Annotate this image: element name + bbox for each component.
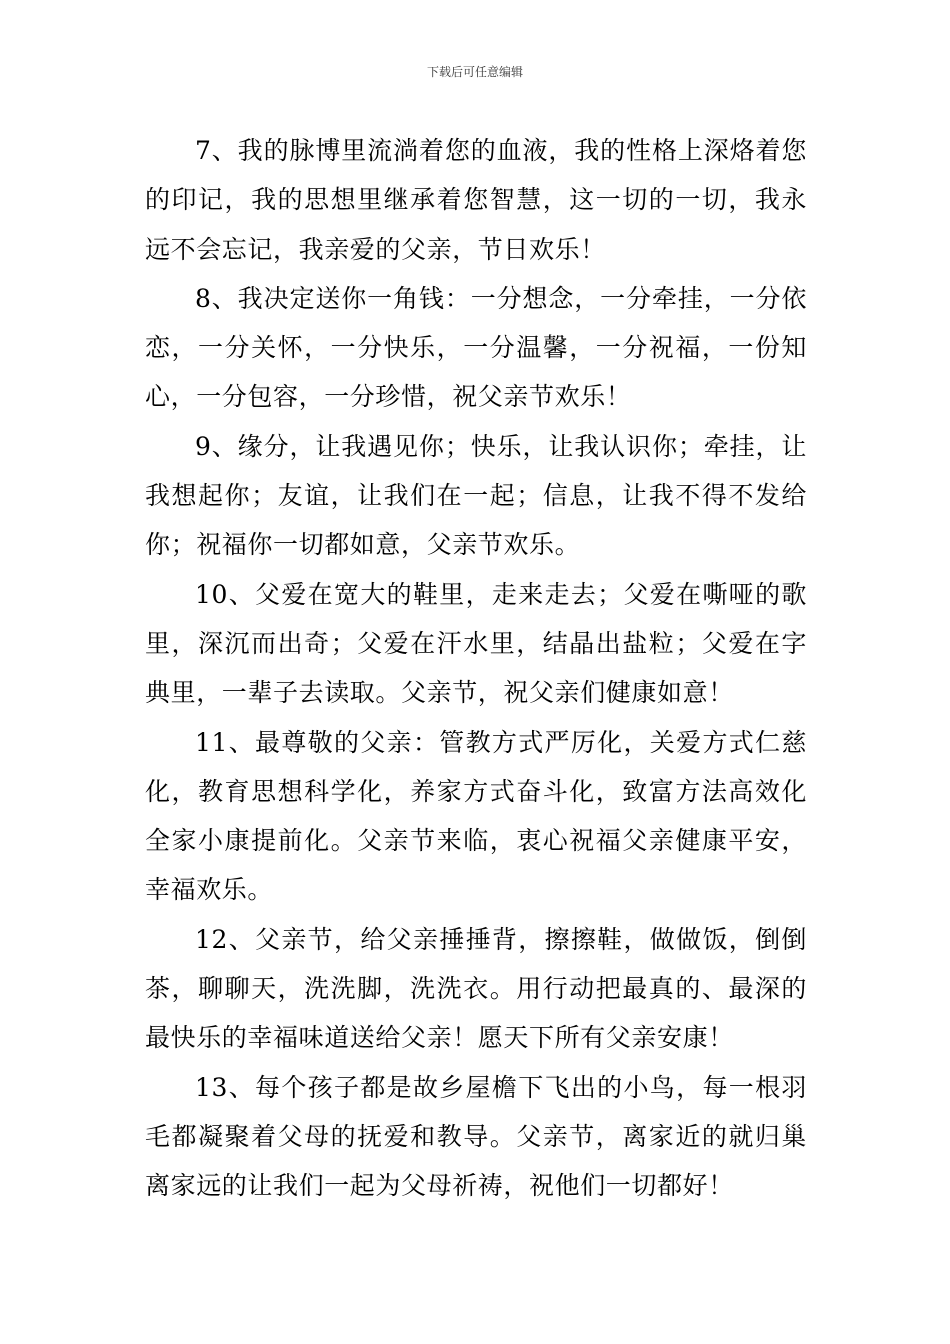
body-text: [145, 126, 807, 1211]
paragraph-11: 11、最尊敬的父亲：管教方式严厉化，关爱方式仁慈化，教育思想科学化，养家方式奋斗化，致富方法高效化全家小康提前化。父亲节来临，衷心祝福父亲健康平安，幸福欢乐。: [145, 727, 807, 905]
paragraph-12: 12、父亲节，给父亲捶捶背，擦擦鞋，做做饭，倒倒茶，聊聊天，洗洗脚，洗洗衣。用行动把最真的、最深的最快乐的幸福味道送给父亲！愿天下所有父亲安康！: [145, 924, 807, 1053]
paragraph-9: 9、缘分，让我遇见你；快乐，让我认识你；牵挂，让我想起你；友谊，让我们在一起；信息，让我不得不发给你；祝福你一切都如意，父亲节欢乐。: [145, 431, 807, 560]
header-note: 下载后可任意编辑: [426, 65, 523, 79]
paragraph-7: 7、我的脉博里流淌着您的血液，我的性格上深烙着您的印记，我的思想里继承着您智慧，这一切的一切，我永远不会忘记，我亲爱的父亲，节日欢乐！: [145, 136, 807, 264]
paragraph-13: 13、每个孩子都是故乡屋檐下飞出的小鸟，每一根羽毛都凝聚着父母的抚爱和教导。父亲节，离家近的就归巢离家远的让我们一起为父母祈祷，祝他们一切都好！: [145, 1072, 807, 1201]
paragraph-10: 10、父爱在宽大的鞋里，走来走去；父爱在嘶哑的歌里，深沉而出奇；父爱在汗水里，结晶出盐粒；父爱在字典里，一辈子去读取。父亲节，祝父亲们健康如意！: [145, 579, 807, 708]
paragraph-8: 8、我决定送你一角钱：一分想念，一分牵挂，一分依恋，一分关怀，一分快乐，一分温馨，一分祝福，一份知心，一分包容，一分珍惜，祝父亲节欢乐！: [145, 283, 807, 412]
